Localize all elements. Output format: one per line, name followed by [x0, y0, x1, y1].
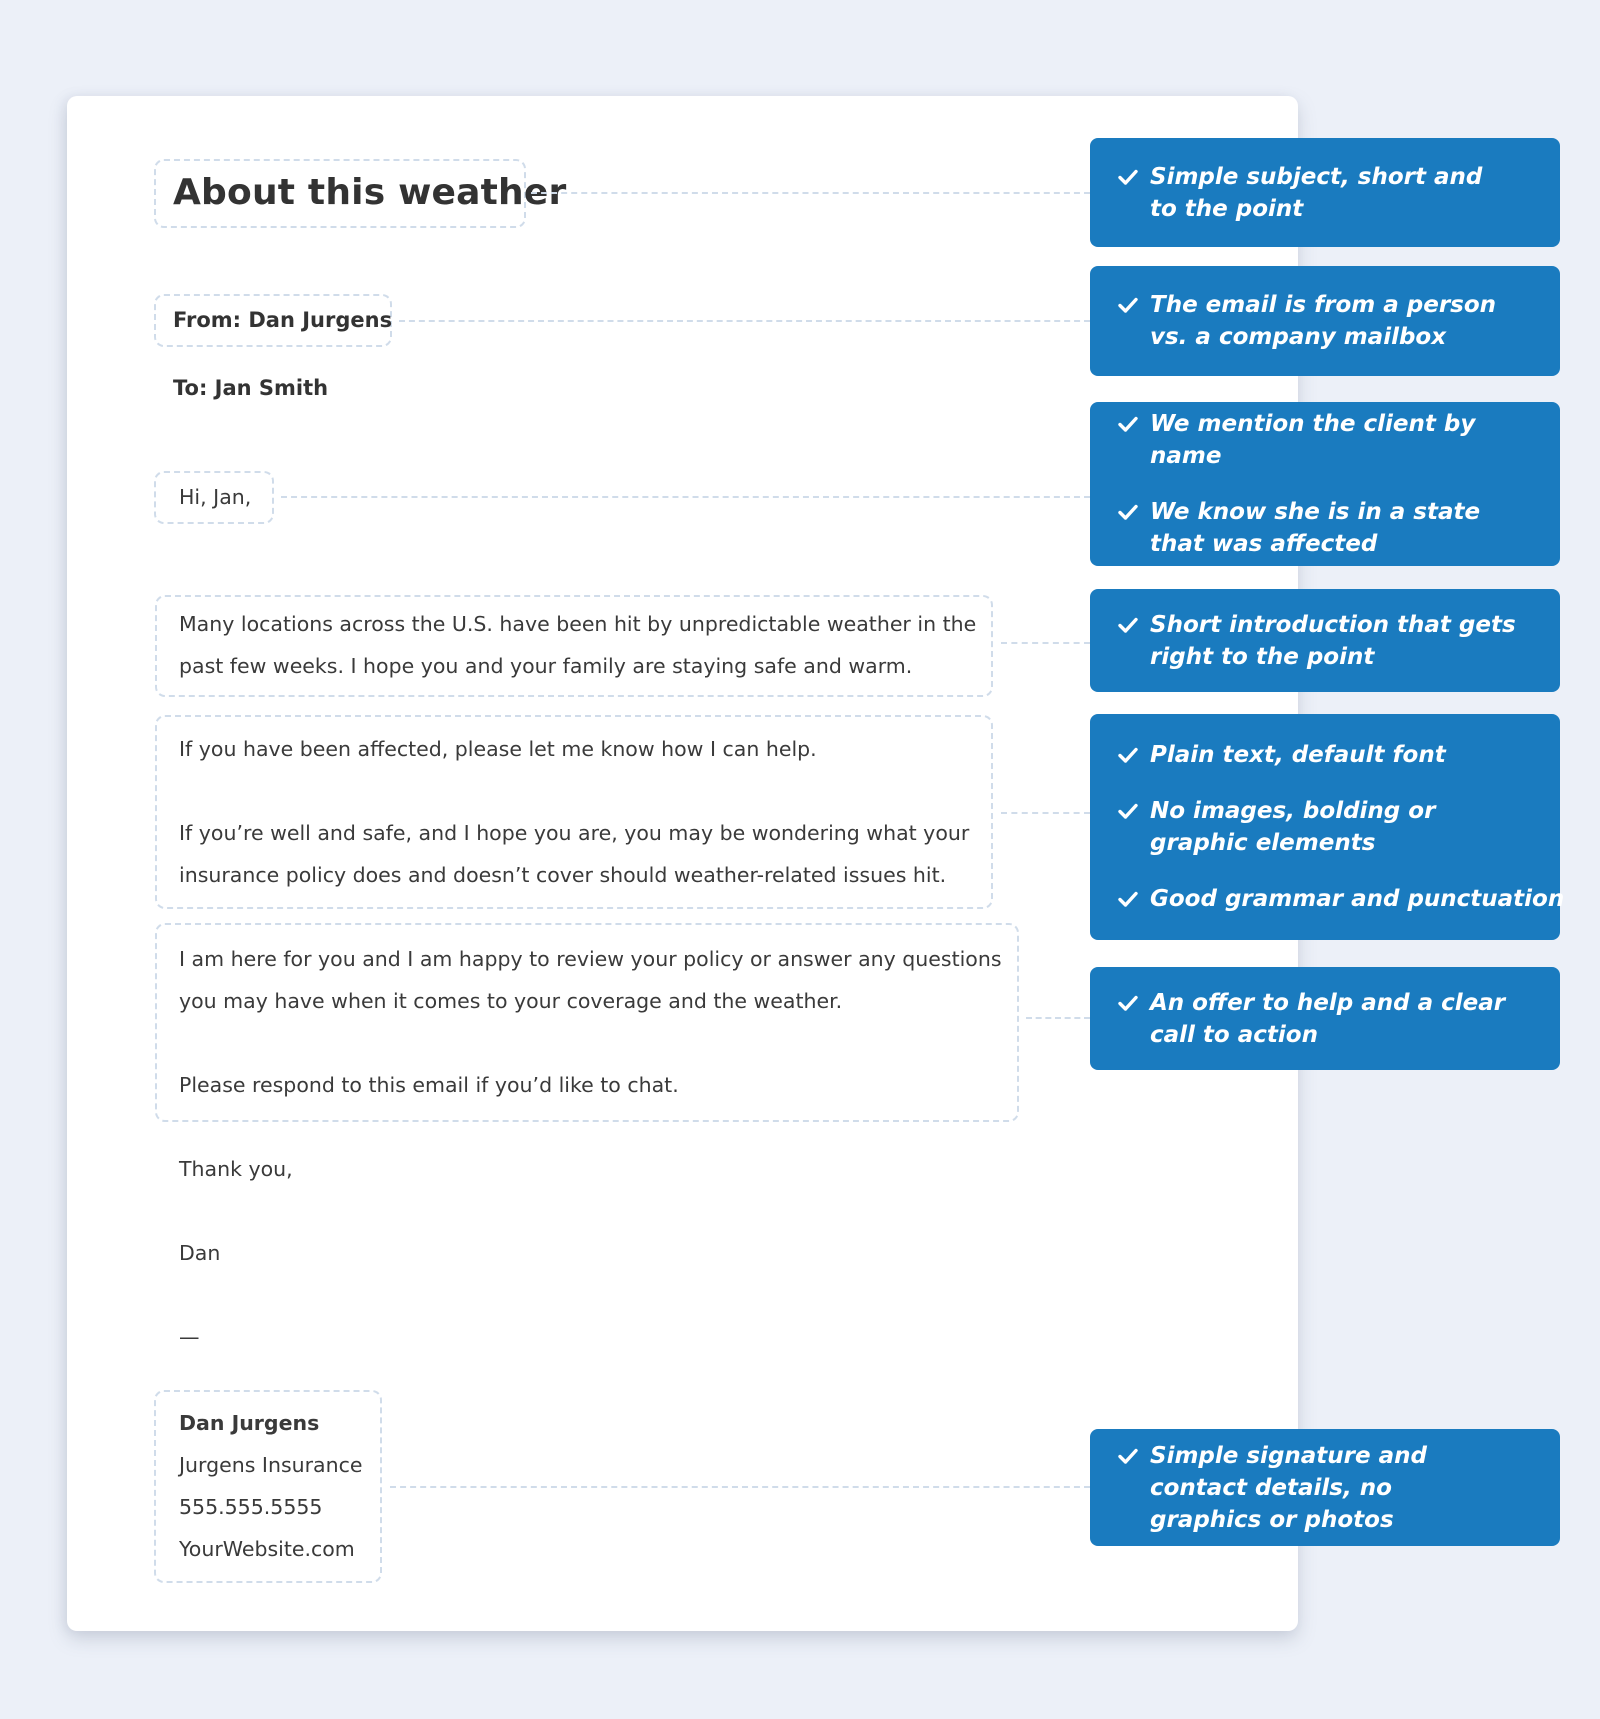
connector-signature — [390, 1486, 1090, 1488]
callout-text: We know she is in a state that was affected — [1150, 499, 1481, 557]
connector-subject — [531, 192, 1090, 194]
callout-text: We mention the client by name — [1150, 411, 1476, 469]
email-to: To: Jan Smith — [173, 376, 329, 400]
check-icon — [1117, 744, 1139, 766]
paragraph-1-line-2: past few weeks. I hope you and your family are staying safe and warm. — [179, 654, 913, 678]
callout-signature — [1090, 1429, 1560, 1546]
paragraph-2-line-3: insurance policy does and doesn’t cover should weather-related issues hit. — [179, 863, 947, 887]
signature-name: Dan Jurgens — [179, 1411, 320, 1435]
email-from: From: Dan Jurgens — [173, 308, 393, 332]
check-icon — [1117, 1445, 1139, 1467]
callout-greeting — [1090, 402, 1560, 566]
connector-intro — [1001, 642, 1090, 644]
callout-intro — [1090, 589, 1560, 692]
email-greeting: Hi, Jan, — [179, 485, 252, 509]
callout-item — [1117, 987, 1530, 1051]
callout-text: Plain text, default font — [1150, 742, 1446, 768]
callout-item — [1117, 408, 1530, 472]
email-closing: Thank you, — [179, 1157, 293, 1181]
callout-text: An offer to help and a clear call to action — [1150, 989, 1506, 1048]
paragraph-2-line-2: If you’re well and safe, and I hope you are, you may be wondering what your — [179, 821, 970, 845]
check-icon — [1117, 166, 1139, 188]
check-icon — [1117, 413, 1139, 435]
paragraph-3-line-2: you may have when it comes to your coverage and the weather. — [179, 989, 843, 1013]
email-subject: About this weather — [173, 172, 567, 213]
callout-item — [1117, 609, 1530, 673]
check-icon — [1117, 888, 1139, 910]
check-icon — [1117, 501, 1139, 523]
signature-company: Jurgens Insurance — [179, 1453, 363, 1477]
callout-text: Simple subject, short and to the point — [1150, 163, 1483, 222]
callout-item — [1117, 795, 1530, 859]
callout-formatting — [1090, 714, 1565, 940]
email-sender-first-name: Dan — [179, 1241, 221, 1265]
paragraph-3-line-3: Please respond to this email if you’d like to chat. — [179, 1073, 679, 1097]
callout-text: The email is from a person vs. a company mailbox — [1150, 292, 1497, 350]
callout-text: Good grammar and punctuation — [1150, 886, 1565, 912]
callout-item — [1117, 739, 1530, 771]
check-icon — [1117, 992, 1139, 1014]
connector-body — [1001, 812, 1090, 814]
check-icon — [1117, 294, 1139, 316]
check-icon — [1117, 800, 1139, 822]
callout-item — [1117, 883, 1565, 915]
paragraph-3-line-1: I am here for you and I am happy to review your policy or answer any questions — [179, 947, 1002, 971]
signature-separator: — — [179, 1325, 200, 1349]
callout-text: Simple signature and contact details, no graphics or photos — [1150, 1442, 1427, 1533]
callout-subject — [1090, 138, 1560, 247]
callout-text: No images, bolding or graphic elements — [1150, 798, 1436, 856]
callout-item — [1117, 1440, 1530, 1536]
signature-website[interactable]: YourWebsite.com — [179, 1537, 355, 1561]
callout-text: Short introduction that gets right to the point — [1150, 611, 1516, 670]
callout-sender — [1090, 266, 1560, 376]
paragraph-2-line-1: If you have been affected, please let me know how I can help. — [179, 737, 817, 761]
check-icon — [1117, 614, 1139, 636]
connector-cta — [1026, 1017, 1090, 1019]
callout-cta — [1090, 967, 1560, 1070]
signature-phone: 555.555.5555 — [179, 1495, 323, 1519]
callout-item — [1117, 161, 1530, 225]
connector-from — [399, 320, 1090, 322]
connector-greeting — [281, 496, 1090, 498]
callout-item — [1117, 496, 1530, 560]
callout-item — [1117, 289, 1530, 353]
paragraph-1-line-1: Many locations across the U.S. have been hit by unpredictable weather in the — [179, 612, 977, 636]
